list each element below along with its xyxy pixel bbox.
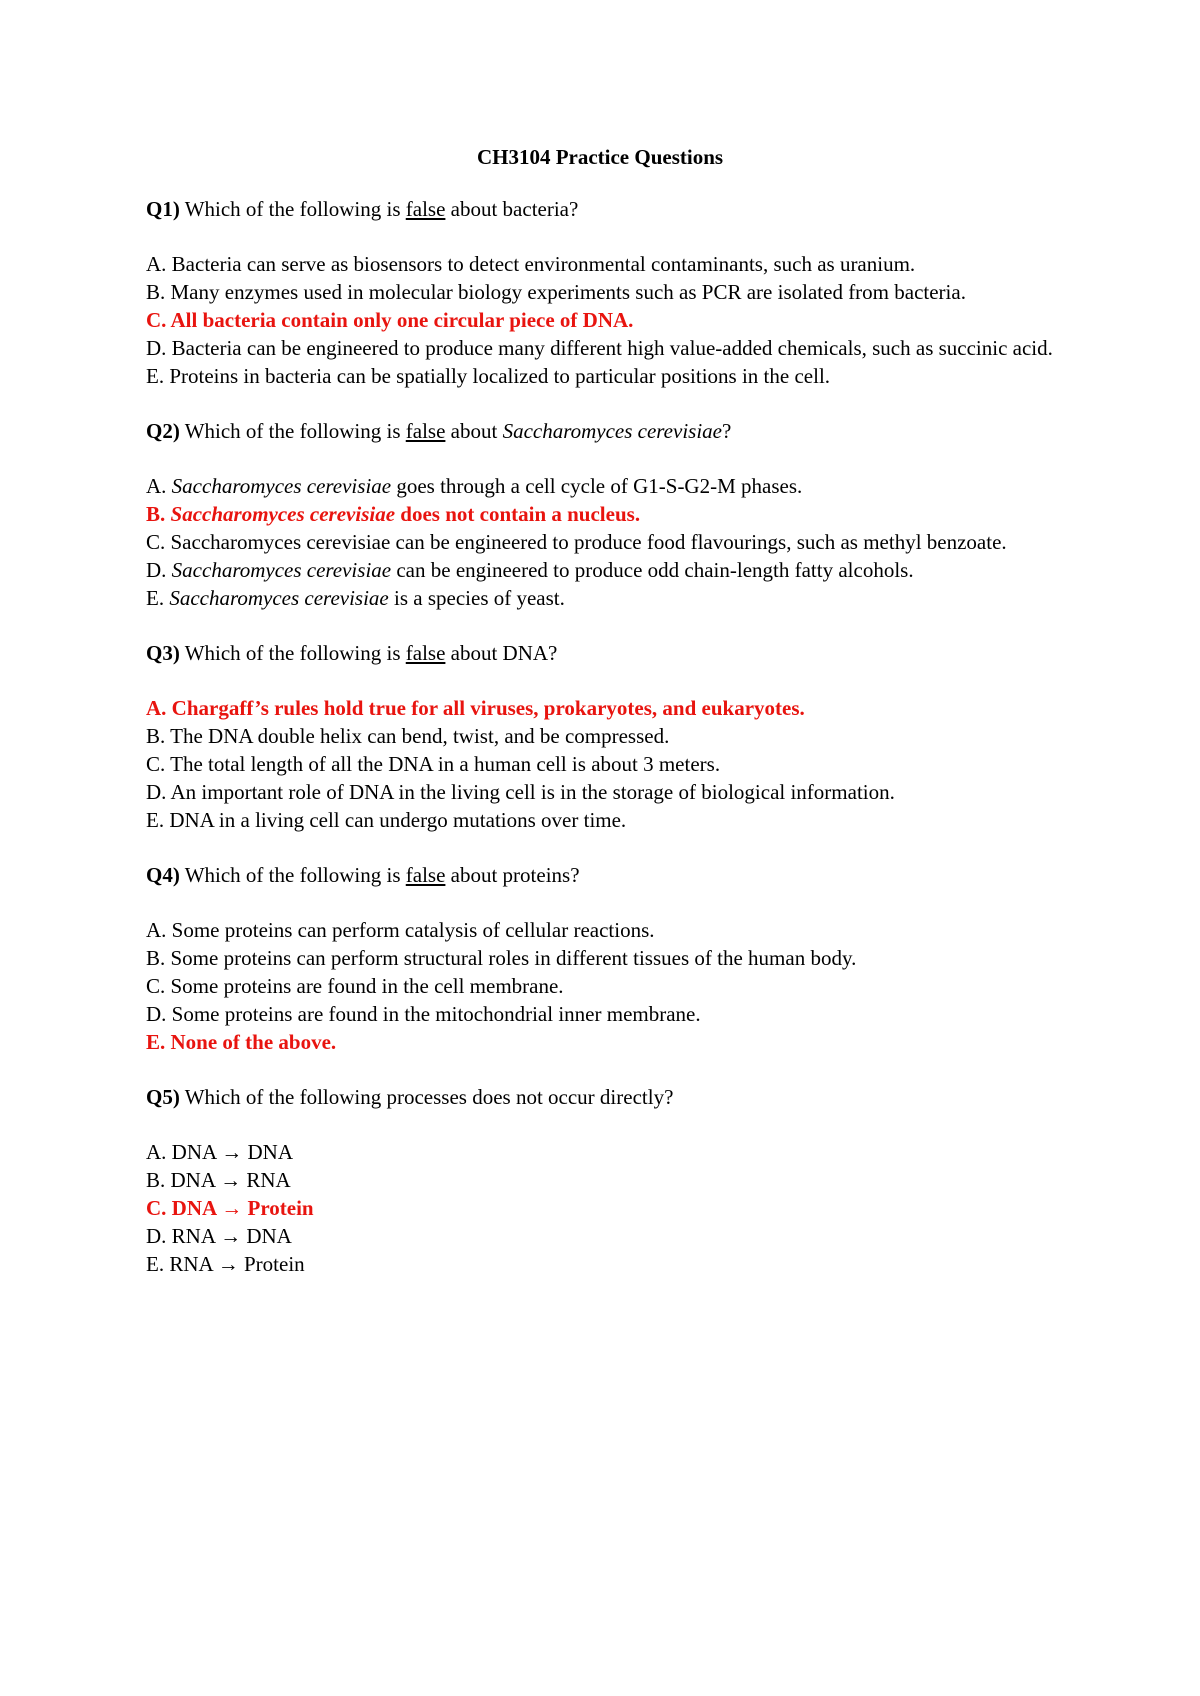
option-d: D. Some proteins are found in the mitochondrial inner membrane. bbox=[146, 1002, 701, 1026]
option-d: D. Bacteria can be engineered to produce many different high value-added chemicals, such as succinic acid. bbox=[146, 336, 1053, 360]
stem-text: Which of the following processes does not occur directly? bbox=[184, 1085, 674, 1109]
option-c: C. Saccharomyces cerevisiae can be engineered to produce food flavourings, such as methyl benzoate. bbox=[146, 530, 1007, 554]
option-text: goes through a cell cycle of G1-S-G2-M phases. bbox=[396, 474, 803, 498]
option-a: A. Some proteins can perform catalysis of cellular reactions. bbox=[146, 918, 655, 942]
option-species: Saccharomyces cerevisiae bbox=[171, 474, 392, 498]
stem-underlined: false bbox=[405, 197, 446, 221]
stem-underlined: false bbox=[405, 641, 446, 665]
stem-text: Which of the following is bbox=[184, 419, 401, 443]
question-2-stem bbox=[146, 417, 1100, 445]
option-b: B. Some proteins can perform structural roles in different tissues of the human body. bbox=[146, 946, 857, 970]
question-4-stem bbox=[146, 861, 1100, 889]
option-letter: A. bbox=[146, 474, 167, 498]
question-5-stem bbox=[146, 1083, 1100, 1111]
option-text: can be engineered to produce odd chain-length fatty alcohols. bbox=[396, 558, 914, 582]
question-1-stem bbox=[146, 195, 1100, 223]
stem-end: ? bbox=[722, 419, 732, 443]
question-1 bbox=[146, 195, 1100, 390]
question-number: Q4) bbox=[146, 863, 180, 887]
question-3 bbox=[146, 639, 1100, 834]
option-text: is a species of yeast. bbox=[394, 586, 565, 610]
stem-species: Saccharomyces cerevisiae bbox=[502, 419, 722, 443]
option-a bbox=[146, 472, 1100, 500]
stem-underlined: false bbox=[405, 863, 446, 887]
option-species: Saccharomyces cerevisiae bbox=[170, 502, 396, 526]
option-d: D. An important role of DNA in the living cell is in the storage of biological information. bbox=[146, 780, 895, 804]
question-number: Q3) bbox=[146, 641, 180, 665]
option-b: B. DNA → RNA bbox=[146, 1168, 291, 1192]
stem-text: Which of the following is bbox=[184, 863, 401, 887]
option-letter: B. bbox=[146, 502, 166, 526]
option-e bbox=[146, 584, 1100, 612]
option-a-answer: A. Chargaff’s rules hold true for all viruses, prokaryotes, and eukaryotes. bbox=[146, 696, 805, 720]
stem-text: Which of the following is bbox=[184, 641, 401, 665]
option-c-answer: C. All bacteria contain only one circular piece of DNA. bbox=[146, 308, 634, 332]
question-number: Q2) bbox=[146, 419, 180, 443]
option-b-answer bbox=[146, 500, 1100, 528]
option-e: E. RNA → Protein bbox=[146, 1252, 305, 1276]
option-d: D. RNA → DNA bbox=[146, 1224, 292, 1248]
option-c: C. The total length of all the DNA in a human cell is about 3 meters. bbox=[146, 752, 721, 776]
option-letter: E. bbox=[146, 586, 165, 610]
option-e: E. DNA in a living cell can undergo mutations over time. bbox=[146, 808, 627, 832]
option-b: B. Many enzymes used in molecular biology experiments such as PCR are isolated from bacteria. bbox=[146, 280, 966, 304]
question-number: Q5) bbox=[146, 1085, 180, 1109]
option-d bbox=[146, 556, 1100, 584]
stem-text: about DNA? bbox=[450, 641, 558, 665]
stem-text: about proteins? bbox=[450, 863, 580, 887]
option-text: does not contain a nucleus. bbox=[400, 502, 641, 526]
option-e: E. Proteins in bacteria can be spatially localized to particular positions in the cell. bbox=[146, 364, 831, 388]
option-e-answer: E. None of the above. bbox=[146, 1030, 337, 1054]
question-3-stem bbox=[146, 639, 1100, 667]
question-5 bbox=[146, 1083, 1100, 1278]
question-4 bbox=[146, 861, 1100, 1056]
option-a: A. Bacteria can serve as biosensors to detect environmental contaminants, such as uranium. bbox=[146, 252, 916, 276]
page-title: CH3104 Practice Questions bbox=[476, 145, 724, 169]
stem-text: about bacteria? bbox=[450, 197, 579, 221]
option-b: B. The DNA double helix can bend, twist, and be compressed. bbox=[146, 724, 670, 748]
option-letter: D. bbox=[146, 558, 167, 582]
option-species: Saccharomyces cerevisiae bbox=[171, 558, 392, 582]
option-c-answer: C. DNA → Protein bbox=[146, 1196, 314, 1220]
option-c: C. Some proteins are found in the cell membrane. bbox=[146, 974, 564, 998]
option-species: Saccharomyces cerevisiae bbox=[169, 586, 389, 610]
question-number: Q1) bbox=[146, 197, 180, 221]
stem-text: about bbox=[450, 419, 498, 443]
question-2 bbox=[146, 417, 1100, 612]
stem-text: Which of the following is bbox=[184, 197, 401, 221]
option-a: A. DNA → DNA bbox=[146, 1140, 293, 1164]
stem-underlined: false bbox=[405, 419, 446, 443]
